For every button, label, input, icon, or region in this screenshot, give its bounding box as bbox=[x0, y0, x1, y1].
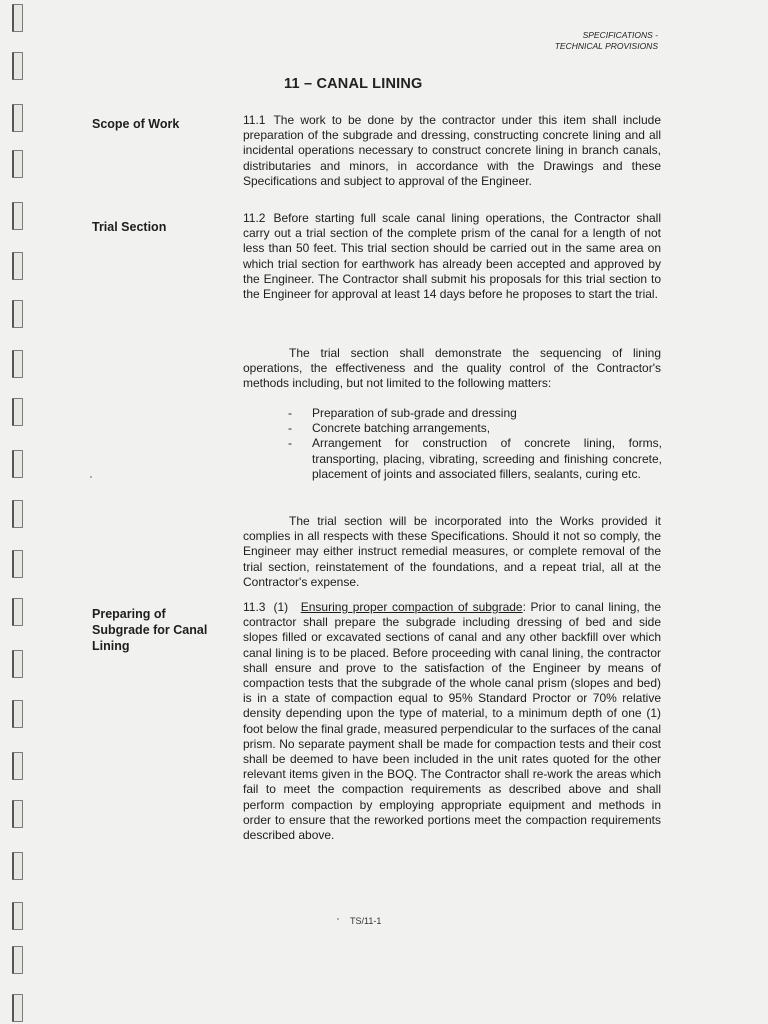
paragraph-trial-demonstrate: The trial section shall demonstrate the sequencing of lining operations, the effectiveness and the quality control of the Contractor's methods including, but not limited to the following matters: bbox=[243, 346, 661, 391]
section-title: 11 – CANAL LINING bbox=[284, 76, 423, 92]
paragraph-trial-incorporation: The trial section will be incorporated into the Works provided it complies in all respects with these Specifications. Should it not so comply, the Engineer may either instruct remedial measures, or complete removal of the trial section, reinstatement of the foundations, and a repeat trial, all at the Contractor's expense. bbox=[243, 514, 661, 589]
list-item: - Preparation of sub-grade and dressing bbox=[288, 406, 517, 420]
side-heading-trial: Trial Section bbox=[92, 220, 167, 234]
running-header bbox=[555, 30, 658, 52]
paragraph-11-1 bbox=[243, 113, 661, 189]
scan-speck bbox=[337, 918, 339, 920]
list-item: - Concrete batching arrangements, bbox=[288, 421, 491, 436]
binding-marks bbox=[12, 0, 26, 1024]
scan-speck bbox=[90, 476, 92, 478]
paragraph-11-3 bbox=[243, 600, 661, 843]
clause-text: The work to be done by the contractor under this item shall include preparation of the subgrade and dressing, constructing concrete lining and all incidental operations necessary to construct concrete lining in branch canals, distributaries and minors, in accordance with the Drawings and these Specifications and subject to approval of the Engineer. bbox=[243, 113, 661, 188]
clause-text: : Prior to canal lining, the contractor shall prepare the subgrade including dressing of bed and side slopes filled or excavated sections of canal and any other backfill over which canal lining is to be placed. Before proceeding with canal lining, the contractor shall ensure and prove to the satisfaction of the Engineer by means of compaction tests that the subgrade of the whole canal prism (slopes and bed) is in a state of compaction equal to 95% Standard Proctor or 70% relative density depending upon the type of material, to a minimum depth of one (1) foot below the final grade, measured perpendicular to the surfaces of the canal prism. No separate payment shall be made for compaction tests and their cost shall be deemed to have been included in the unit rates quoted for the other relevant items given in the BOQ. The Contractor shall re-work the areas which fail to meet the compaction requirements as described above and shall perform compaction by employing appropriate equipment and methods in order to ensure that the reworked portions meet the compaction requirements described above. bbox=[243, 600, 662, 843]
header-line-1: SPECIFICATIONS - bbox=[582, 30, 658, 40]
clause-text: Before starting full scale canal lining operations, the Contractor shall carry out a trial section of the complete prism of the canal for a length of not less than 50 feet. This trial section should be carried out in the same area on which trial section for earthwork has already been accepted and approved by the Engineer. The Contractor shall submit his proposals for this trial section to the Engineer for approval at least 14 days before he proposes to start the trial. bbox=[243, 211, 661, 302]
paragraph-11-2 bbox=[243, 211, 661, 302]
clause-number: 11.2 bbox=[243, 211, 266, 225]
sub-clause-title: Ensuring proper compaction of subgrade bbox=[300, 600, 523, 614]
trial-matters-list bbox=[288, 406, 662, 482]
side-heading-subgrade: Preparing of Subgrade for Canal Lining bbox=[92, 607, 208, 653]
header-line-2: TECHNICAL PROVISIONS bbox=[554, 41, 658, 51]
side-heading-scope: Scope of Work bbox=[92, 117, 180, 131]
list-item: - Arrangement for construction of concrete lining, forms, transporting, placing, vibrating, screeding and finishing concrete, placement of joints and associated fillers, sealants, curing etc. bbox=[288, 436, 662, 481]
clause-number: 11.3 bbox=[243, 600, 266, 614]
page-footer: TS/11-1 bbox=[350, 916, 382, 926]
sub-clause-number: (1) bbox=[273, 600, 289, 614]
clause-number: 11.1 bbox=[243, 113, 266, 127]
